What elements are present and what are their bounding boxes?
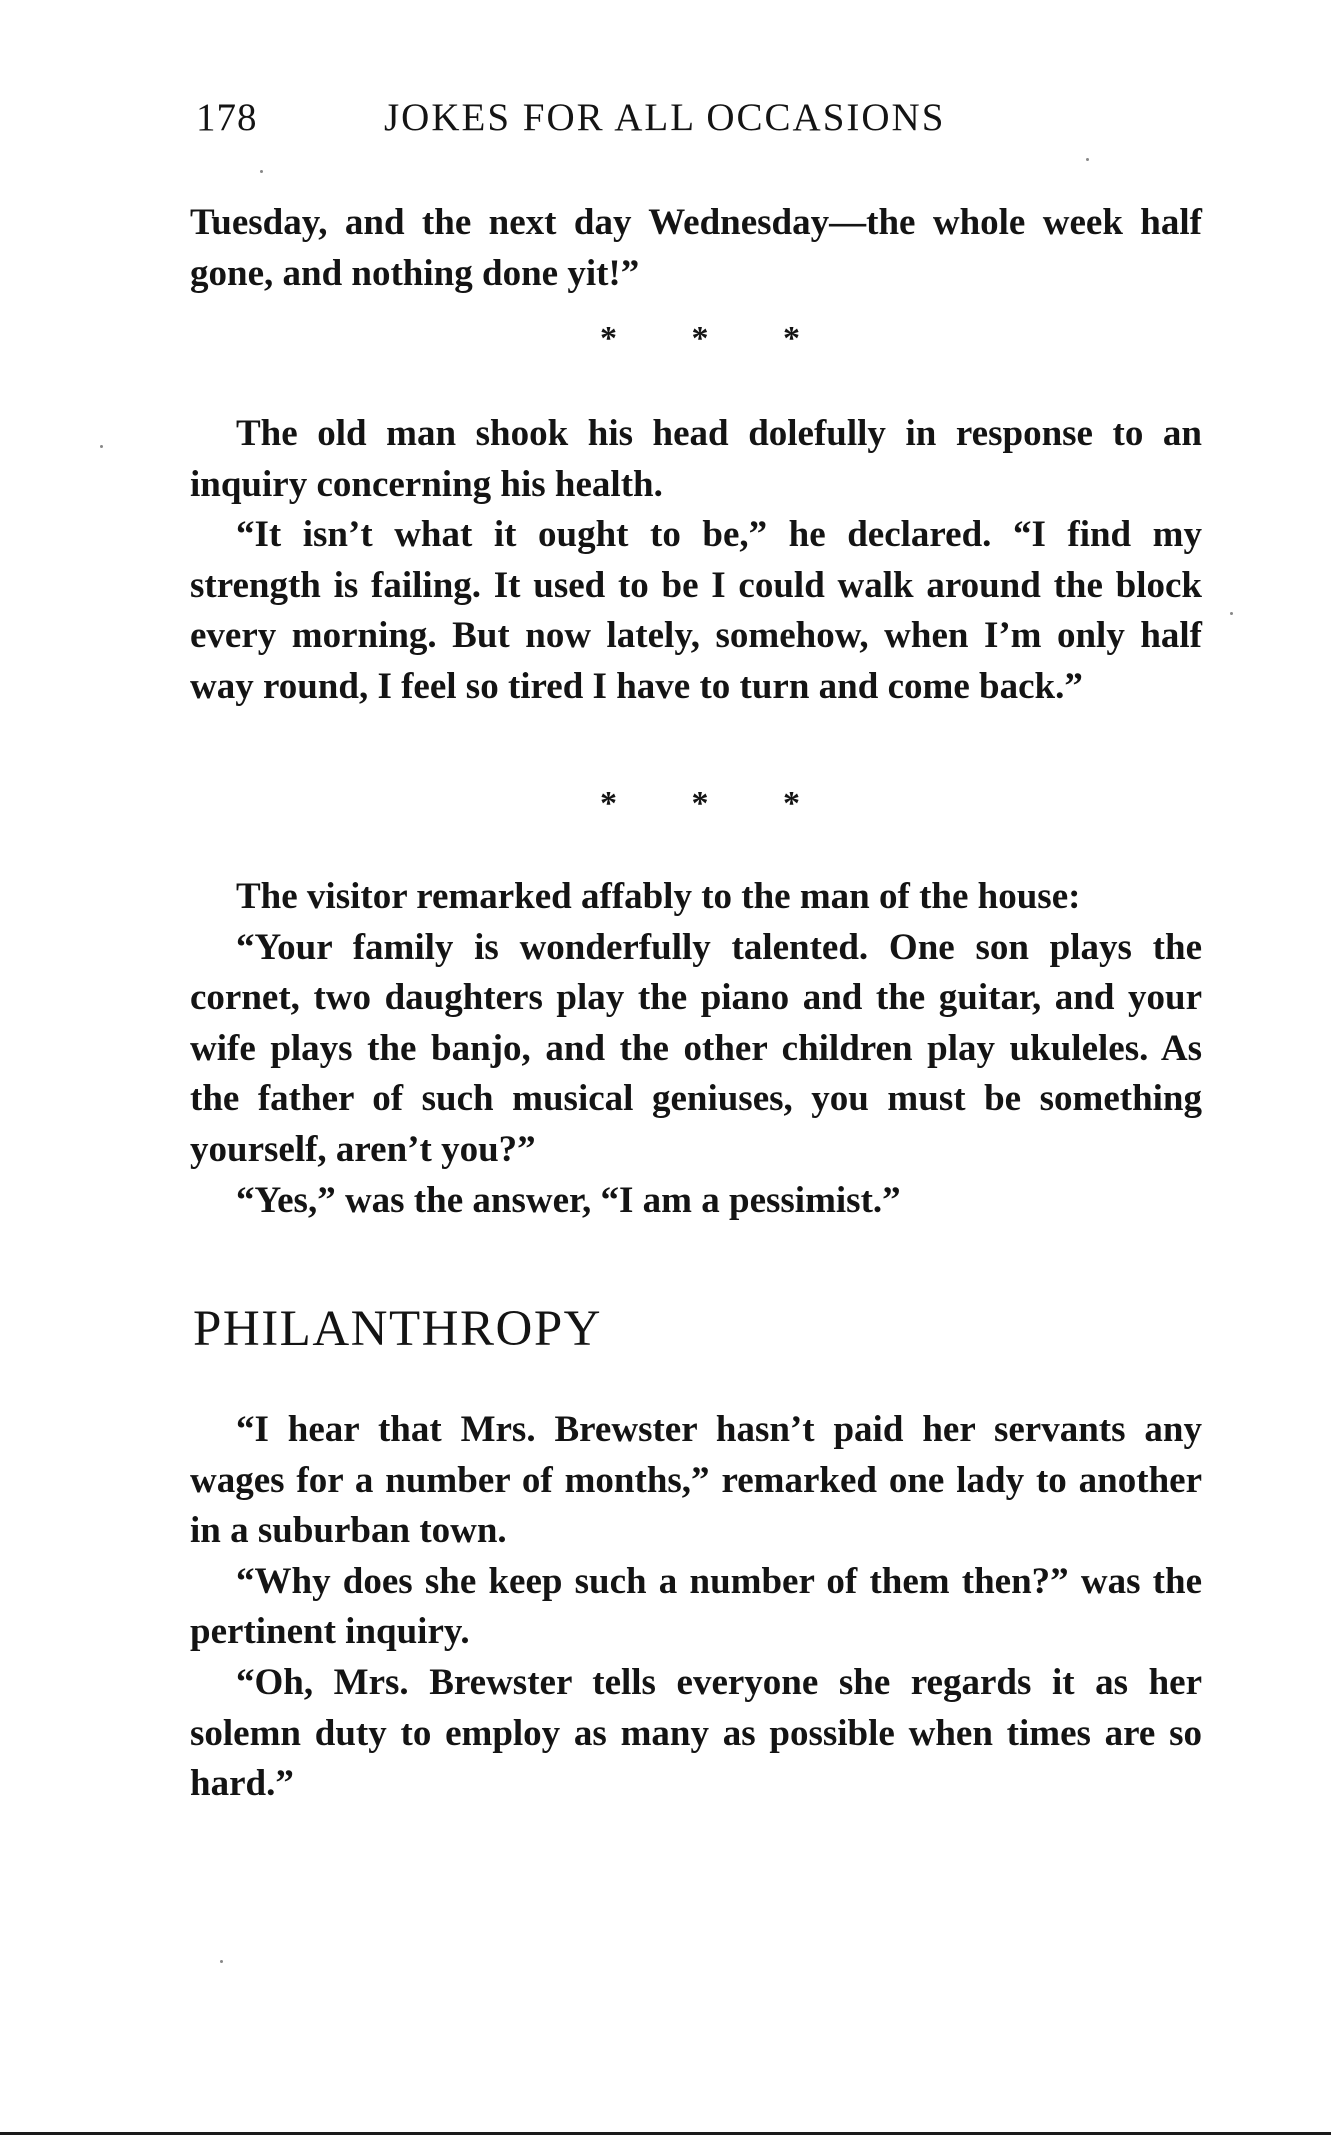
section-separator-2 [600,785,800,823]
separator-star: * [783,320,800,357]
philanthropy-paragraph-1: “I hear that Mrs. Brewster hasn’t paid her servants any wages for a number of months,” remarked one lady to another in a suburban town. [190,1409,1202,1552]
separator-star: * [783,785,800,822]
separator-star: * [600,320,617,357]
paper-speck [100,445,103,448]
visitor-joke [190,872,1202,1226]
section-separator-1 [600,320,800,358]
running-title: JOKES FOR ALL OCCASIONS [384,96,946,139]
page-bottom-rule [0,2132,1331,2135]
section-heading-philanthropy: PHILANTHROPY [193,1301,603,1357]
paper-speck [1086,158,1089,161]
separator-star: * [691,320,709,357]
page-number: 178 [196,96,258,139]
philanthropy-joke [190,1405,1202,1810]
separator-star: * [600,785,617,822]
old-man-paragraph-1: The old man shook his head dolefully in response to an inquiry concerning his health. [190,413,1202,505]
old-man-paragraph-2: “It isn’t what it ought to be,” he declared. “I find my strength is failing. It used to be I could walk around the block every morning. But now lately, somehow, when I’m only half way round, I feel so tired I have to turn and come back.” [190,514,1202,707]
visitor-paragraph-1: The visitor remarked affably to the man of the house: [236,876,1081,917]
visitor-paragraph-3: “Yes,” was the answer, “I am a pessimist.” [236,1179,901,1221]
paper-speck [260,170,263,173]
philanthropy-paragraph-2: “Why does she keep such a number of them then?” was the pertinent inquiry. [190,1560,1202,1653]
old-man-joke [190,409,1202,713]
separator-star: * [691,785,709,822]
continuation-paragraph: Tuesday, and the next day Wednesday—the whole week half gone, and nothing done yit!” [190,202,1202,294]
philanthropy-paragraph-3: “Oh, Mrs. Brewster tells everyone she regards it as her solemn duty to employ as many as possible when times are so hard.” [190,1661,1202,1805]
visitor-paragraph-2: “Your family is wonderfully talented. One son plays the cornet, two daughters play the piano and the guitar, and your wife plays the banjo, and the other children play ukuleles. As the father of such musical geniuses, you must be something yourself, aren’t you?” [190,926,1202,1170]
paper-speck [220,1960,223,1963]
page-header [196,95,1206,155]
paper-speck [1230,612,1233,615]
continuation-block [190,198,1202,299]
